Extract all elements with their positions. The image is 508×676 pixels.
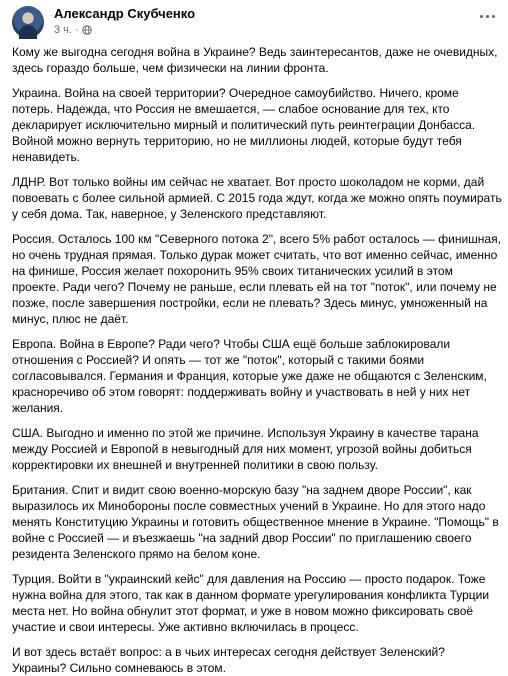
post-body [12,44,502,676]
post-paragraph: Россия. Осталось 100 км "Северного потока 2", всего 5% работ осталось — финишная, но очень трудная прямая. Только дурак может считать, что вот именно сейчас, именно на финише, Россия желает похоронить 95% своих титанических усилий в этом проекте. Ради чего? Почему не раньше, если плевать ей на тот "поток", или почему не позже, после завершения постройки, если не плевать? Здесь минус, умноженный на минус, плюс не даёт. [12,232,501,326]
more-options-icon[interactable] [476,8,498,24]
post-paragraph: Кому же выгодна сегодня война в Украине? Ведь заинтересантов, даже не очевидных, здесь гораздо больше, чем физически на линии фронта. [12,45,498,75]
post-timestamp[interactable]: 3 ч. [54,24,72,36]
post-paragraph: Турция. Войти в "украинский кейс" для давления на Россию — просто подарок. Тоже нужна война для этого, так как в данном формате урегулирования конфликта Турции места нет. Но война обнулит этот формат, и уже в новом можно фиксировать своё участие и свои интересы. Уже активно включилась в процесс. [12,572,490,634]
post-paragraph: Европа. Война в Европе? Ради чего? Чтобы США ещё больше заблокировали отношения с Россией? И опять — тот же "поток", который с такими боями согласовывался. Германия и Франция, которые уже даже не общаются с Зеленским, красноречиво об этом говорят: поддерживать войну и участвовать в ней у них нет желания. [12,337,487,415]
meta-separator: · [74,24,79,36]
post-header [12,0,508,44]
author-name[interactable]: Александр Скубченко [54,6,196,21]
post-paragraph: ЛДНР. Вот только войны им сейчас не хватает. Вот просто шоколадом не корми, дай повоевать с более сильной армией. С 2015 года ждут, когда же можно опять поумирать у себя дома. Так, наверное, у Зеленского представляют. [12,175,502,221]
author-avatar[interactable] [12,6,44,38]
globe-icon[interactable] [82,25,92,35]
author-block [54,6,195,37]
post-paragraph: Британия. Спит и видит свою военно-морскую базу "на заднем дворе России", как выразилось их Минобороны после совместных учений в Украине. Но для этого надо менять Конституцию Украины и готовить общественное мнение в Украине. "Помощь" в войне с Россией — и въезжаешь "на задний двор России" по приглашению своего резидента Зеленского прямо на белом коне. [12,483,499,561]
post-paragraph: Украина. Война на своей территории? Очередное самоубийство. Ничего, кроме потерь. Надежда, что Россия не вмешается, — слабое основание для тех, кто декларирует исключительно мирный и политический путь реинтеграции Донбасса. Войной можно вернуть территорию, но не миллионы людей, которые будут тебя ненавидеть. [12,86,476,164]
post-paragraph: И вот здесь встаёт вопрос: а в чьих интересах сегодня действует Зеленский? Украины? Сильно сомневаюсь в этом. [12,645,445,675]
post-meta [54,23,195,37]
post-paragraph: США. Выгодно и именно по этой же причине. Используя Украину в качестве тарана между Россией и Европой в невыгодный для них момент, угрозой войны добиться корректировки их внешней и внутренней политики в свою пользу. [12,426,479,472]
